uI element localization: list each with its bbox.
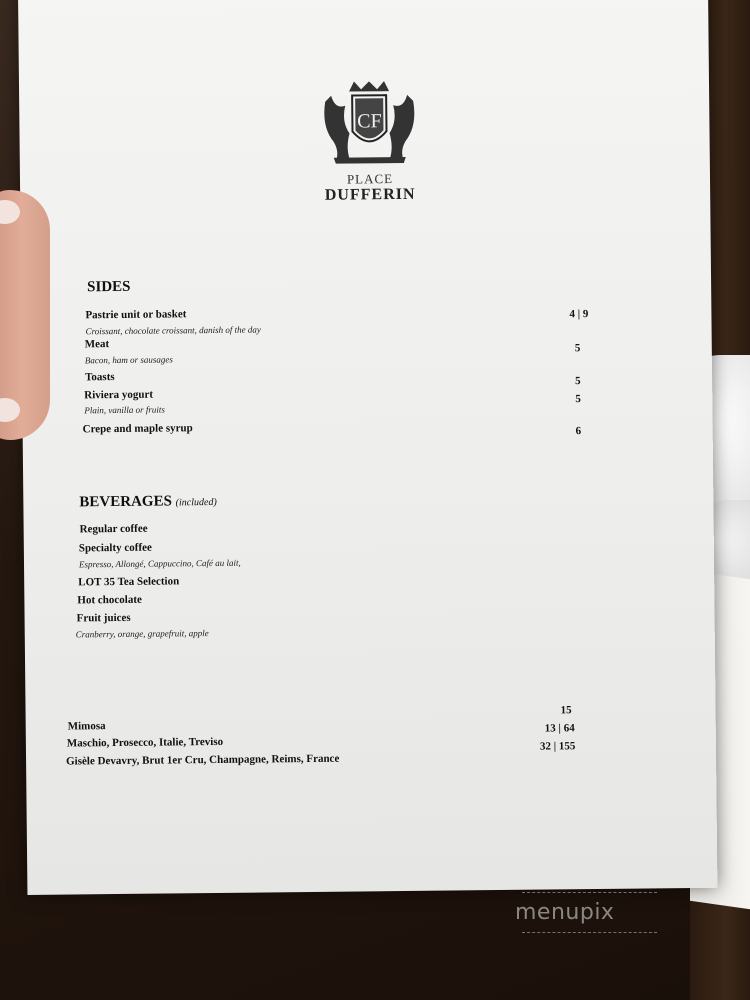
sides-title: SIDES <box>87 278 131 296</box>
beverage-item-name: Fruit juices <box>76 611 131 625</box>
beverages-note: (included) <box>175 496 217 509</box>
wine-item-price: 15 <box>560 704 572 717</box>
wine-item-name: Gisèle Devavry, Brut 1er Cru, Champagne, Reims, France <box>66 752 340 768</box>
sides-item-name: Toasts <box>84 371 115 384</box>
sides-item-price: 4 | 9 <box>569 308 589 321</box>
sides-item-price: 6 <box>575 425 582 438</box>
wine-item-name: Maschio, Prosecco, Italie, Treviso <box>66 735 224 750</box>
sides-item-desc: Bacon, ham or sausages <box>84 354 173 366</box>
watermark-line-bottom <box>522 932 657 933</box>
thumb <box>0 190 50 440</box>
watermark-line-top <box>522 892 657 893</box>
menu-sheet <box>18 0 717 895</box>
beverage-item-desc: Espresso, Allongé, Cappuccino, Café au lait, <box>78 557 241 570</box>
sides-item-name: Crepe and maple syrup <box>82 422 193 436</box>
beverage-item-name: Regular coffee <box>79 522 148 536</box>
beverage-item-desc: Cranberry, orange, grapefruit, apple <box>75 628 209 640</box>
wine-item-price: 32 | 155 <box>539 740 576 753</box>
crest-logo <box>319 81 420 166</box>
sides-item-price: 5 <box>574 342 581 355</box>
brand-line-2: DUFFERIN <box>324 185 416 204</box>
watermark: menupix <box>515 900 615 925</box>
sides-item-name: Riviera yogurt <box>84 388 154 402</box>
sides-item-name: Meat <box>84 338 110 351</box>
sides-item-price: 5 <box>575 375 581 388</box>
beverage-item-name: Specialty coffee <box>78 541 152 555</box>
sides-item-desc: Plain, vanilla or fruits <box>84 404 165 416</box>
sides-item-price: 5 <box>575 393 581 406</box>
beverages-title <box>79 493 217 511</box>
beverages-title-text: BEVERAGES <box>79 493 172 511</box>
crest-monogram: CF <box>357 110 382 133</box>
wine-item-name: Mimosa <box>67 720 106 733</box>
sides-item-desc: Croissant, chocolate croissant, danish of the day <box>85 324 261 337</box>
beverage-item-name: Hot chocolate <box>77 593 142 607</box>
brand-line-1: PLACE <box>346 171 394 187</box>
wine-item-price: 13 | 64 <box>544 722 575 735</box>
beverage-item-name: LOT 35 Tea Selection <box>78 575 180 589</box>
sides-item-name: Pastrie unit or basket <box>85 308 187 322</box>
